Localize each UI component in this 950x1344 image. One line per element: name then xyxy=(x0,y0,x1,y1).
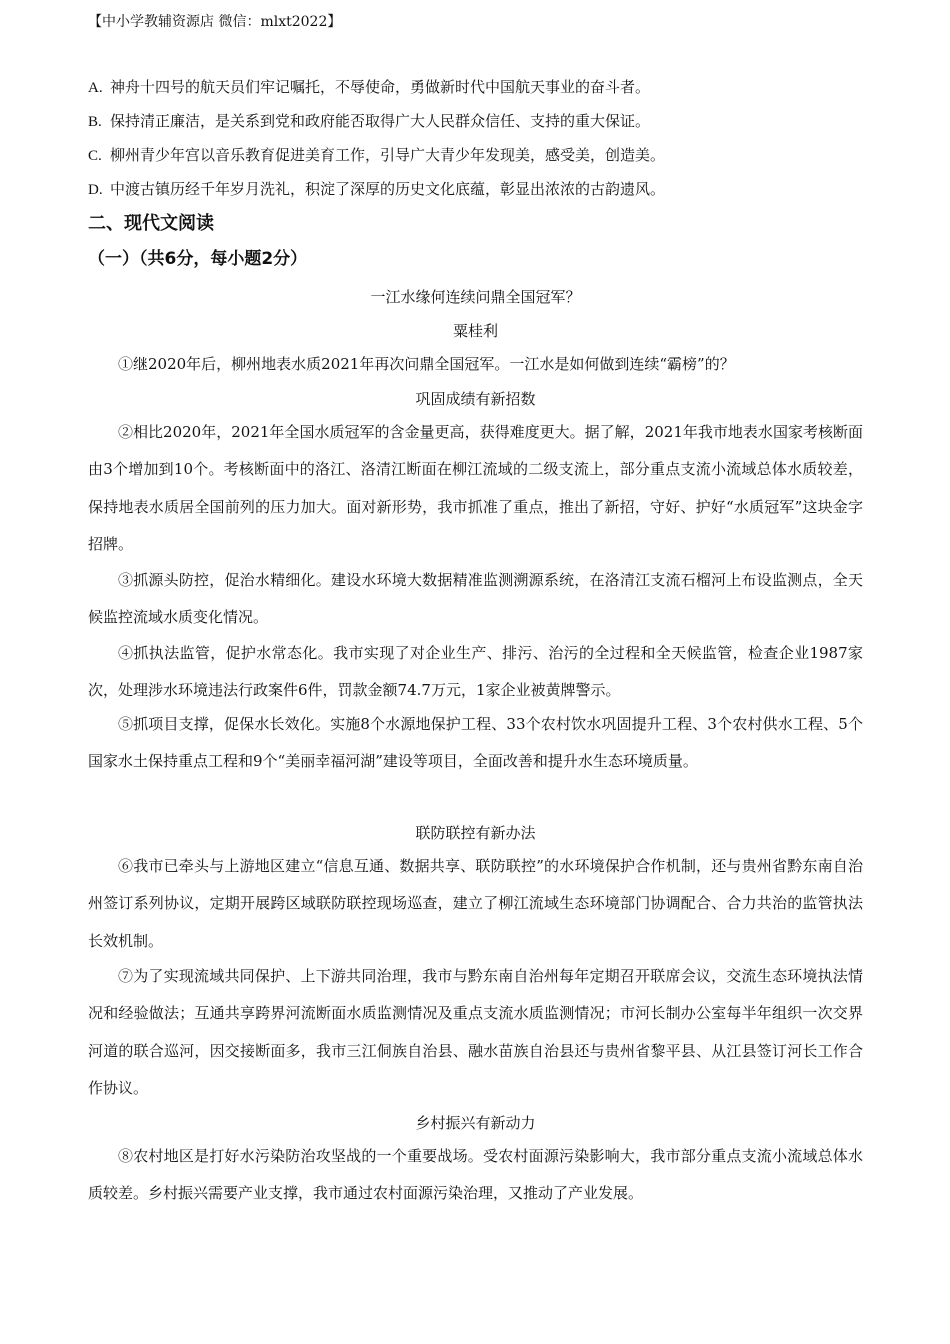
option-letter: B. xyxy=(88,114,102,130)
paragraph-7: ⑦为了实现流域共同保护、上下游共同治理，我市与黔东南自治州每年定期召开联席会议，交流生态环境执法情况和经验做法；互通共享跨界河流断面水质监测情况及重点支流水质监测情况；市河长制办公室每半年组织一次交界河道的联合巡河，因交接断面多，我市三江侗族自治县、融水苗族自治县还与贵州省黎平县、从江县签订河长工作合作协议。 xyxy=(88,967,863,1098)
option-text: 保持清正廉洁，是关系到党和政府能否取得广大人民群众信任、支持的重大保证。 xyxy=(110,112,651,130)
paragraph-6: ⑥我市已牵头与上游地区建立“信息互通、数据共享、联防联控”的水环境保护合作机制，还与贵州省黔东南自治州签订系列协议，定期开展跨区域联防联控现场巡查，建立了柳江流域生态环境部门协调配合、合力共治的监管执法长效机制。 xyxy=(88,857,863,950)
option-b xyxy=(88,110,650,133)
section-title: 二、现代文阅读 xyxy=(88,213,214,234)
subheading-2: 联防联控有新办法 xyxy=(415,824,536,842)
option-letter: D. xyxy=(88,182,103,198)
option-text: 柳州青少年宫以音乐教育促进美育工作，引导广大青少年发现美，感受美，创造美。 xyxy=(110,146,666,164)
option-a xyxy=(88,76,650,99)
subheading-3: 乡村振兴有新动力 xyxy=(415,1114,536,1132)
header-watermark: 【中小学教辅资源店 微信：mlxt2022】 xyxy=(88,14,342,30)
article-author: 粟桂利 xyxy=(452,322,498,340)
article-title: 一江水缘何连续问鼎全国冠军？ xyxy=(370,288,581,306)
option-text: 神舟十四号的航天员们牢记嘱托，不辱使命，勇做新时代中国航天事业的奋斗者。 xyxy=(110,78,651,96)
subsection-title: （一）（共6分，每小题2分） xyxy=(88,249,308,269)
paragraph-3: ③抓源头防控，促治水精细化。建设水环境大数据精准监测溯源系统，在洛清江支流石榴河上布设监测点，全天候监控流域水质变化情况。 xyxy=(88,571,863,627)
paragraph-1: ①继2020年后，柳州地表水质2021年再次问鼎全国冠军。一江水是如何做到连续“霸榜”的？ xyxy=(118,355,735,373)
option-letter: A. xyxy=(88,80,103,96)
paragraph-4: ④抓执法监管，促护水常态化。我市实现了对企业生产、排污、治污的全过程和全天候监管，检查企业1987家次，处理涉水环境违法行政案件6件，罚款金额74.7万元，1家企业被黄牌警示。 xyxy=(88,644,863,700)
option-letter: C. xyxy=(88,148,102,164)
paragraph-8: ⑧农村地区是打好水污染防治攻坚战的一个重要战场。受农村面源污染影响大，我市部分重点支流小流域总体水质较差。乡村振兴需要产业支撑，我市通过农村面源污染治理，又推动了产业发展。 xyxy=(88,1147,863,1203)
subheading-1: 巩固成绩有新招数 xyxy=(415,390,536,408)
option-d xyxy=(88,178,665,201)
paragraph-2: ②相比2020年，2021年全国水质冠军的含金量更高，获得难度更大。据了解，2021年我市地表水国家考核断面由3个增加到10个。考核断面中的洛江、洛清江断面在柳江流域的二级支流上，部分重点支流小流域总体水质较差，保持地表水质居全国前列的压力加大。面对新形势，我市抓准了重点，推出了新招，守好、护好“水质冠军”这块金字招牌。 xyxy=(88,423,863,554)
option-c xyxy=(88,144,665,167)
paragraph-5: ⑤抓项目支撑，促保水长效化。实施8个水源地保护工程、33个农村饮水巩固提升工程、3个农村供水工程、5个国家水土保持重点工程和9个“美丽幸福河湖”建设等项目，全面改善和提升水生态环境质量。 xyxy=(88,715,863,771)
option-text: 中渡古镇历经千年岁月洗礼，积淀了深厚的历史文化底蕴，彰显出浓浓的古韵遗风。 xyxy=(110,180,666,198)
